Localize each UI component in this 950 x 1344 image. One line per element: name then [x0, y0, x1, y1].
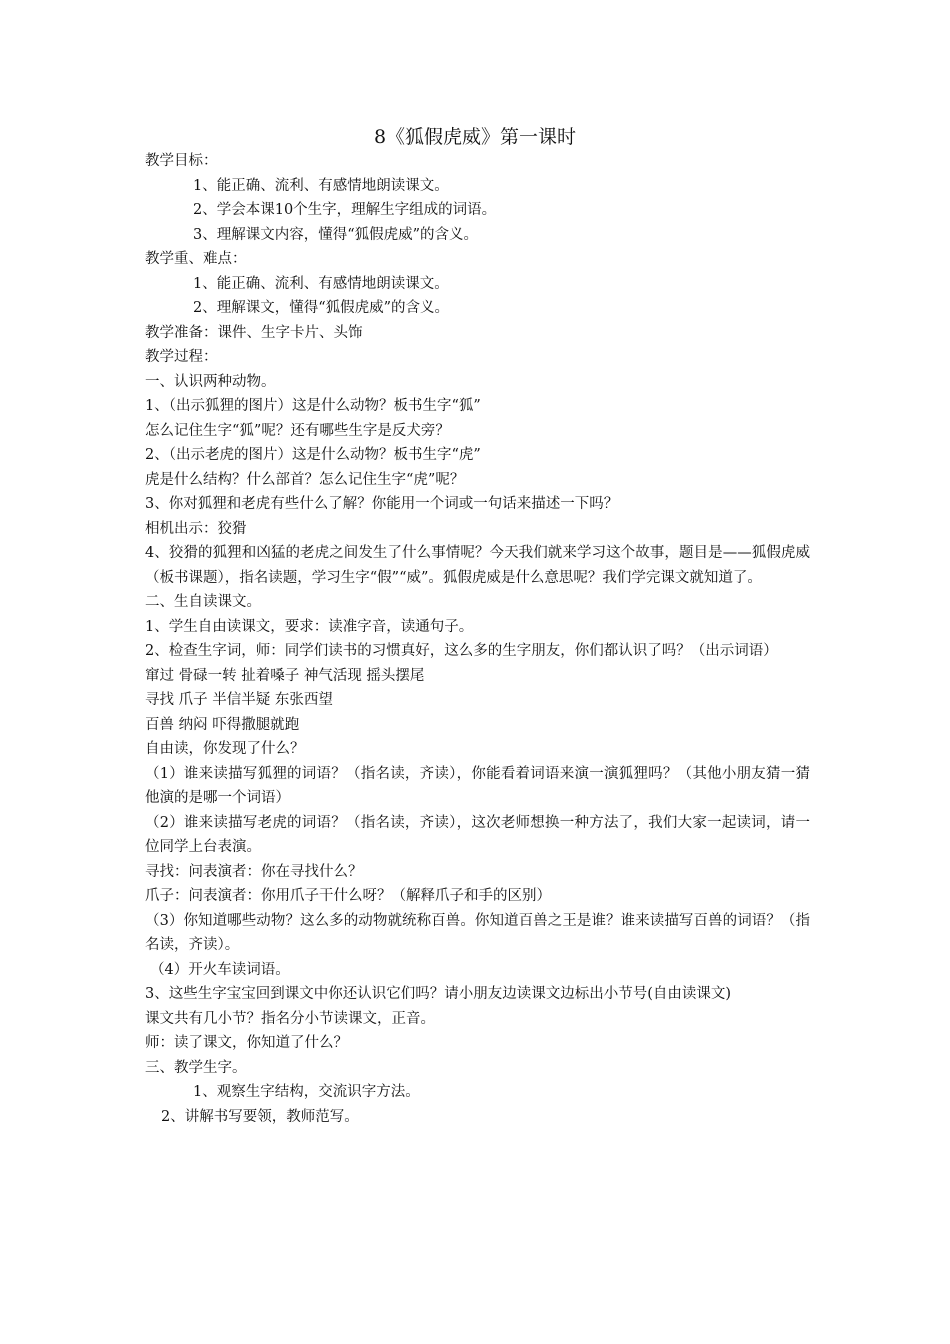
body-line: 4、狡猾的狐狸和凶猛的老虎之间发生了什么事情呢？今天我们就来学习这个故事，题目是——狐假虎威（板书课题），指名读题，学习生字“假”“威”。狐假虎威是什么意思呢？我们学完课文就知道了。: [145, 545, 810, 586]
body-line: （2）谁来读描写老虎的词语？（指名读，齐读），这次老师想换一种方法了，我们大家一起读词，请一位同学上台表演。: [145, 814, 810, 855]
body-line: 窜过 骨碌一转 扯着嗓子 神气活现 摇头摆尾: [145, 667, 425, 684]
body-line: 怎么记住生字“狐”呢？还有哪些生字是反犬旁？: [145, 422, 450, 439]
body-line: 三、教学生字。: [145, 1059, 247, 1076]
body-line: 教学过程：: [145, 349, 218, 365]
body-line: 教学重、难点：: [145, 251, 247, 267]
body-line: 百兽 纳闷 吓得撒腿就跑: [145, 716, 300, 733]
body-line: 3、你对狐狸和老虎有些什么了解？你能用一个词或一句话来描述一下吗？: [145, 496, 619, 512]
body-line: 1、能正确、流利、有感情地朗读课文。: [193, 177, 449, 194]
body-line: 2、检查生字词，师：同学们读书的习惯真好，这么多的生字朋友，你们都认识了吗？（出示词语）: [145, 643, 778, 659]
body-line: 3、这些生字宝宝回到课文中你还认识它们吗？请小朋友边读课文边标出小节号(自由读课文): [145, 986, 732, 1002]
body-line: （3）你知道哪些动物？这么多的动物就统称百兽。你知道百兽之王是谁？谁来读描写百兽的词语？（指名读，齐读）。: [145, 912, 810, 953]
body-line: 1、学生自由读课文，要求：读准字音，读通句子。: [145, 618, 474, 635]
body-line: 师：读了课文，你知道了什么？: [145, 1035, 348, 1051]
body-line: 爪子：问表演者：你用爪子干什么呀？（解释爪子和手的区别）: [145, 888, 551, 904]
body-line: 课文共有几小节？指名分小节读课文，正音。: [145, 1010, 435, 1027]
body-line: 相机出示：狡猾: [145, 520, 247, 537]
body-line: 1、观察生字结构，交流识字方法。: [193, 1084, 420, 1100]
body-line: 二、生自读课文。: [145, 594, 261, 610]
body-line: 2、（出示老虎的图片）这是什么动物？板书生字“虎”: [145, 447, 481, 463]
body-line: 一、认识两种动物。: [145, 373, 276, 390]
body-line: 虎是什么结构？什么部首？怎么记住生字“虎”呢？: [145, 471, 465, 488]
body-line: 寻找 爪子 半信半疑 东张西望: [145, 692, 333, 708]
body-line: 1、（出示狐狸的图片）这是什么动物？板书生字“狐”: [145, 398, 481, 414]
body-line: 2、理解课文，懂得“狐假虎威”的含义。: [193, 300, 450, 316]
body-line: （4）开火车读词语。: [150, 961, 290, 978]
body-line: （1）谁来读描写狐狸的词语？（指名读，齐读），你能看着词语来演一演狐狸吗？（其他小朋友猜一猜他演的是哪一个词语）: [145, 765, 810, 806]
document-body: [145, 149, 810, 1129]
document-title: 8《狐假虎威》第一课时: [373, 126, 577, 148]
body-line: 3、理解课文内容，懂得“狐假虎威”的含义。: [193, 226, 479, 243]
body-line: 教学准备：课件、生字卡片、头饰: [145, 324, 363, 341]
body-line: 寻找：问表演者：你在寻找什么？: [145, 863, 363, 880]
body-line: 教学目标：: [145, 153, 218, 169]
body-line: 2、学会本课10个生字，理解生字组成的词语。: [193, 202, 497, 218]
body-line: 自由读，你发现了什么？: [145, 741, 305, 757]
body-line: 2、讲解书写要领，教师范写。: [161, 1108, 359, 1125]
body-line: 1、能正确、流利、有感情地朗读课文。: [193, 275, 449, 292]
